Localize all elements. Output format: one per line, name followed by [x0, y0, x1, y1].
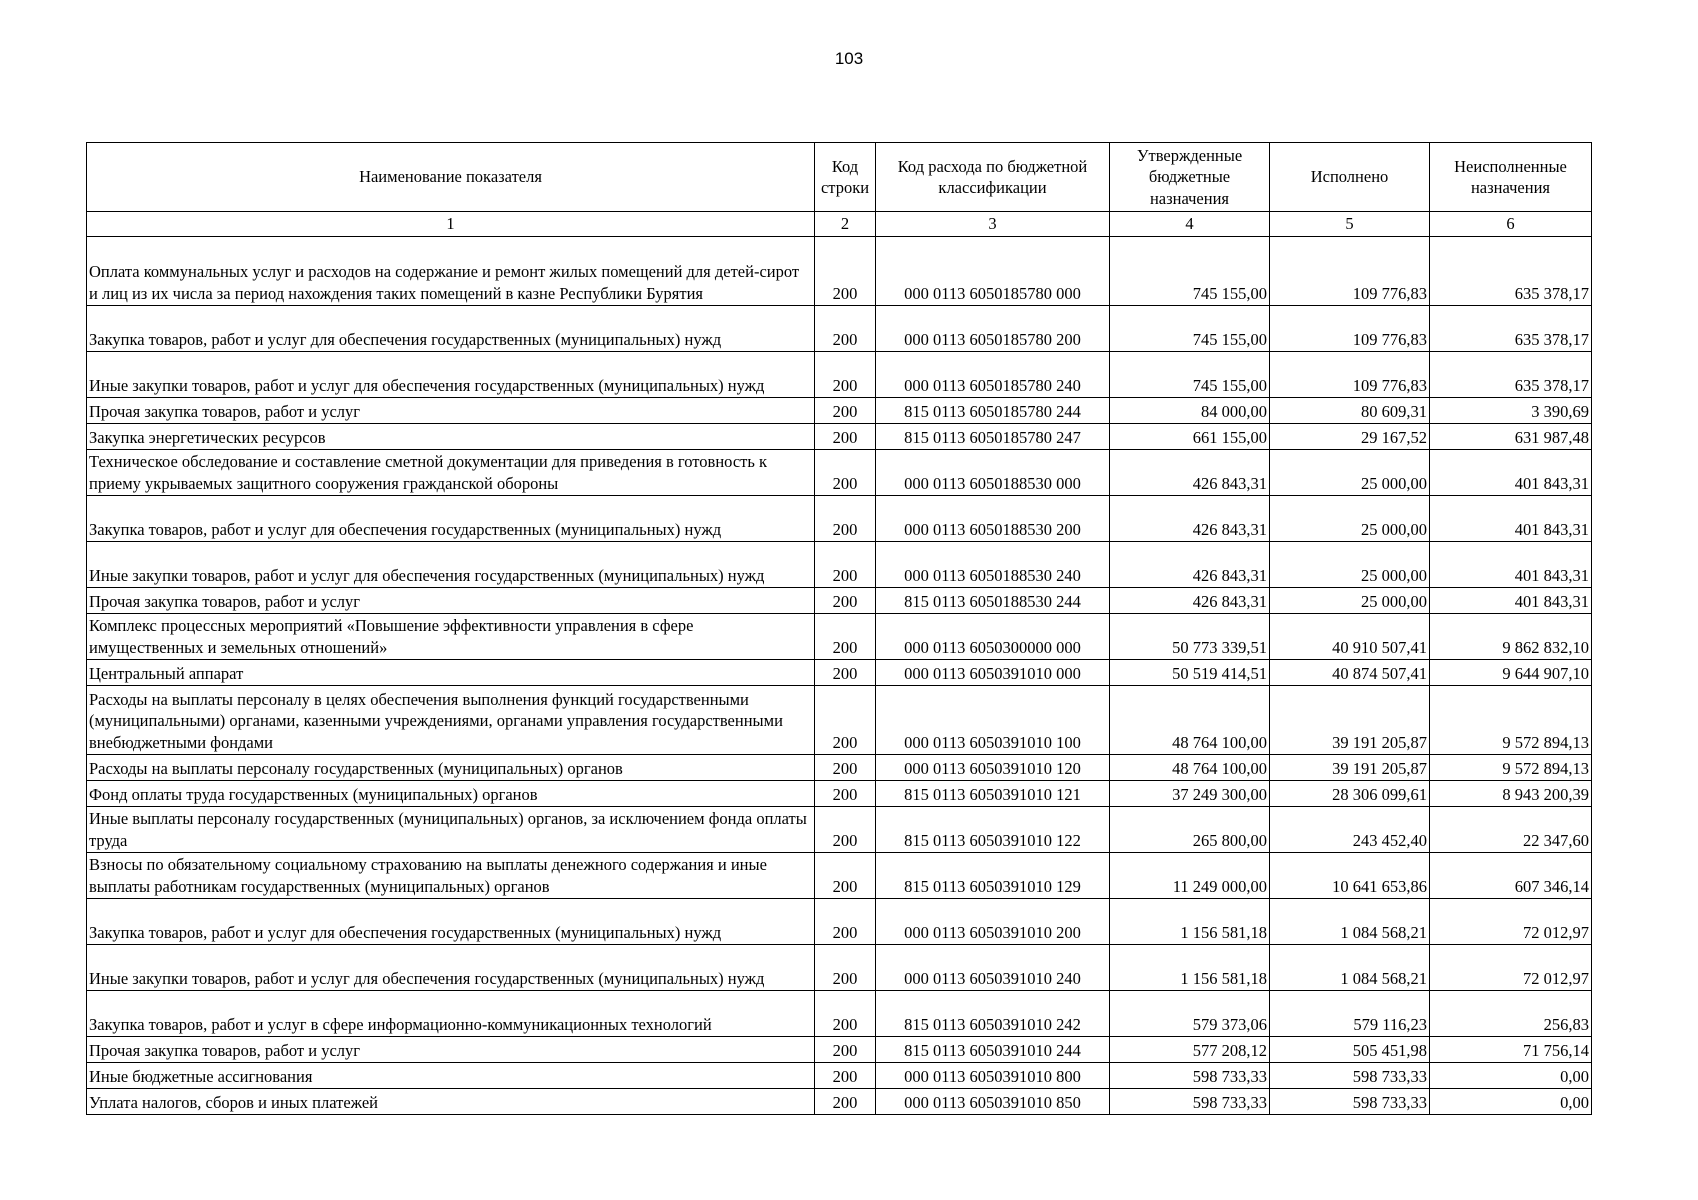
row-code-cell: 200: [815, 588, 876, 614]
row-code-cell: 200: [815, 1063, 876, 1089]
executed-amount-cell: 28 306 099,61: [1270, 781, 1430, 807]
table-row: [87, 306, 1592, 352]
row-code-cell: 200: [815, 450, 876, 496]
approved-amount-cell: 745 155,00: [1110, 237, 1270, 306]
unexecuted-amount-cell: 0,00: [1430, 1063, 1592, 1089]
budget-code-cell: 000 0113 6050188530 200: [876, 496, 1110, 542]
budget-code-cell: 815 0113 6050391010 121: [876, 781, 1110, 807]
row-name-cell: Иные бюджетные ассигнования: [87, 1063, 815, 1089]
budget-code-cell: 000 0113 6050185780 240: [876, 352, 1110, 398]
row-code-cell: 200: [815, 542, 876, 588]
budget-code-cell: 000 0113 6050391010 120: [876, 755, 1110, 781]
header-row-code: Код строки: [815, 143, 876, 212]
budget-code-cell: 000 0113 6050391010 240: [876, 945, 1110, 991]
executed-amount-cell: 505 451,98: [1270, 1037, 1430, 1063]
header-unexecuted: Неисполненные назначения: [1430, 143, 1592, 212]
executed-amount-cell: 25 000,00: [1270, 588, 1430, 614]
unexecuted-amount-cell: 72 012,97: [1430, 899, 1592, 945]
row-code-cell: 200: [815, 424, 876, 450]
executed-amount-cell: 598 733,33: [1270, 1089, 1430, 1115]
executed-amount-cell: 109 776,83: [1270, 306, 1430, 352]
unexecuted-amount-cell: 401 843,31: [1430, 588, 1592, 614]
row-code-cell: 200: [815, 660, 876, 686]
column-number: 6: [1430, 212, 1592, 237]
budget-code-cell: 000 0113 6050185780 200: [876, 306, 1110, 352]
row-name-cell: Иные выплаты персоналу государственных (муниципальных) органов, за исключением фонда оплаты труда: [87, 807, 815, 853]
table-row: [87, 899, 1592, 945]
executed-amount-cell: 243 452,40: [1270, 807, 1430, 853]
table-row: [87, 660, 1592, 686]
approved-amount-cell: 84 000,00: [1110, 398, 1270, 424]
row-code-cell: 200: [815, 945, 876, 991]
approved-amount-cell: 598 733,33: [1110, 1089, 1270, 1115]
row-code-cell: 200: [815, 1037, 876, 1063]
unexecuted-amount-cell: 72 012,97: [1430, 945, 1592, 991]
unexecuted-amount-cell: 9 572 894,13: [1430, 755, 1592, 781]
executed-amount-cell: 39 191 205,87: [1270, 755, 1430, 781]
budget-execution-table: [86, 142, 1592, 1115]
executed-amount-cell: 25 000,00: [1270, 496, 1430, 542]
row-code-cell: 200: [815, 1089, 876, 1115]
table-row: [87, 496, 1592, 542]
budget-code-cell: 815 0113 6050185780 244: [876, 398, 1110, 424]
row-code-cell: 200: [815, 496, 876, 542]
table-row: [87, 588, 1592, 614]
approved-amount-cell: 48 764 100,00: [1110, 686, 1270, 755]
column-number: 5: [1270, 212, 1430, 237]
budget-code-cell: 000 0113 6050188530 240: [876, 542, 1110, 588]
executed-amount-cell: 40 910 507,41: [1270, 614, 1430, 660]
budget-code-cell: 000 0113 6050391010 200: [876, 899, 1110, 945]
executed-amount-cell: 80 609,31: [1270, 398, 1430, 424]
executed-amount-cell: 1 084 568,21: [1270, 899, 1430, 945]
approved-amount-cell: 598 733,33: [1110, 1063, 1270, 1089]
row-name-cell: Фонд оплаты труда государственных (муниципальных) органов: [87, 781, 815, 807]
row-code-cell: 200: [815, 614, 876, 660]
row-name-cell: Комплекс процессных мероприятий «Повышение эффективности управления в сфере имущественных и земельных отношений»: [87, 614, 815, 660]
approved-amount-cell: 745 155,00: [1110, 306, 1270, 352]
approved-amount-cell: 50 773 339,51: [1110, 614, 1270, 660]
table-body: [87, 212, 1592, 1115]
column-number: 2: [815, 212, 876, 237]
executed-amount-cell: 1 084 568,21: [1270, 945, 1430, 991]
row-name-cell: Прочая закупка товаров, работ и услуг: [87, 1037, 815, 1063]
approved-amount-cell: 1 156 581,18: [1110, 945, 1270, 991]
budget-code-cell: 815 0113 6050188530 244: [876, 588, 1110, 614]
unexecuted-amount-cell: 635 378,17: [1430, 306, 1592, 352]
unexecuted-amount-cell: 635 378,17: [1430, 352, 1592, 398]
approved-amount-cell: 426 843,31: [1110, 588, 1270, 614]
approved-amount-cell: 745 155,00: [1110, 352, 1270, 398]
row-code-cell: 200: [815, 237, 876, 306]
row-name-cell: Техническое обследование и составление сметной документации для приведения в готовность к приему укрываемых защитного сооружения гражданской обороны: [87, 450, 815, 496]
unexecuted-amount-cell: 607 346,14: [1430, 853, 1592, 899]
executed-amount-cell: 109 776,83: [1270, 352, 1430, 398]
table-row: [87, 237, 1592, 306]
unexecuted-amount-cell: 71 756,14: [1430, 1037, 1592, 1063]
row-name-cell: Оплата коммунальных услуг и расходов на содержание и ремонт жилых помещений для детей-сирот и лиц из их числа за период нахождения таких помещений в казне Республики Бурятия: [87, 237, 815, 306]
unexecuted-amount-cell: 635 378,17: [1430, 237, 1592, 306]
executed-amount-cell: 39 191 205,87: [1270, 686, 1430, 755]
row-name-cell: Прочая закупка товаров, работ и услуг: [87, 588, 815, 614]
unexecuted-amount-cell: 401 843,31: [1430, 542, 1592, 588]
unexecuted-amount-cell: 401 843,31: [1430, 496, 1592, 542]
table-row: [87, 945, 1592, 991]
budget-code-cell: 815 0113 6050391010 242: [876, 991, 1110, 1037]
row-name-cell: Иные закупки товаров, работ и услуг для обеспечения государственных (муниципальных) нужд: [87, 352, 815, 398]
table-row: [87, 686, 1592, 755]
table-row: [87, 450, 1592, 496]
approved-amount-cell: 426 843,31: [1110, 542, 1270, 588]
table-row: [87, 1063, 1592, 1089]
budget-code-cell: 000 0113 6050188530 000: [876, 450, 1110, 496]
budget-code-cell: 000 0113 6050391010 000: [876, 660, 1110, 686]
table-row: [87, 424, 1592, 450]
column-number: 3: [876, 212, 1110, 237]
budget-code-cell: 815 0113 6050391010 244: [876, 1037, 1110, 1063]
unexecuted-amount-cell: 0,00: [1430, 1089, 1592, 1115]
row-name-cell: Закупка товаров, работ и услуг в сфере информационно-коммуникационных технологий: [87, 991, 815, 1037]
header-approved: Утвержденные бюджетные назначения: [1110, 143, 1270, 212]
executed-amount-cell: 109 776,83: [1270, 237, 1430, 306]
executed-amount-cell: 29 167,52: [1270, 424, 1430, 450]
row-code-cell: 200: [815, 781, 876, 807]
unexecuted-amount-cell: 9 572 894,13: [1430, 686, 1592, 755]
unexecuted-amount-cell: 3 390,69: [1430, 398, 1592, 424]
unexecuted-amount-cell: 9 644 907,10: [1430, 660, 1592, 686]
row-name-cell: Закупка товаров, работ и услуг для обеспечения государственных (муниципальных) нужд: [87, 306, 815, 352]
budget-code-cell: 815 0113 6050391010 122: [876, 807, 1110, 853]
approved-amount-cell: 48 764 100,00: [1110, 755, 1270, 781]
table-row: [87, 398, 1592, 424]
approved-amount-cell: 426 843,31: [1110, 496, 1270, 542]
budget-code-cell: 000 0113 6050185780 000: [876, 237, 1110, 306]
approved-amount-cell: 577 208,12: [1110, 1037, 1270, 1063]
row-name-cell: Расходы на выплаты персоналу в целях обеспечения выполнения функций государственными (муниципальными) органами, казенными учреждениями, органами управления государственными внебюджетными фондами: [87, 686, 815, 755]
approved-amount-cell: 50 519 414,51: [1110, 660, 1270, 686]
executed-amount-cell: 25 000,00: [1270, 450, 1430, 496]
row-code-cell: 200: [815, 686, 876, 755]
unexecuted-amount-cell: 256,83: [1430, 991, 1592, 1037]
budget-code-cell: 815 0113 6050185780 247: [876, 424, 1110, 450]
executed-amount-cell: 10 641 653,86: [1270, 853, 1430, 899]
unexecuted-amount-cell: 9 862 832,10: [1430, 614, 1592, 660]
unexecuted-amount-cell: 8 943 200,39: [1430, 781, 1592, 807]
header-budget-code: Код расхода по бюджетной классификации: [876, 143, 1110, 212]
row-code-cell: 200: [815, 853, 876, 899]
approved-amount-cell: 426 843,31: [1110, 450, 1270, 496]
table-header: [87, 143, 1592, 212]
header-name: Наименование показателя: [87, 143, 815, 212]
header-row: [87, 143, 1592, 212]
approved-amount-cell: 1 156 581,18: [1110, 899, 1270, 945]
table-row: [87, 991, 1592, 1037]
approved-amount-cell: 37 249 300,00: [1110, 781, 1270, 807]
page-number: 103: [834, 49, 864, 68]
row-code-cell: 200: [815, 398, 876, 424]
table-row: [87, 755, 1592, 781]
table-row: [87, 1037, 1592, 1063]
row-code-cell: 200: [815, 352, 876, 398]
row-name-cell: Центральный аппарат: [87, 660, 815, 686]
executed-amount-cell: 598 733,33: [1270, 1063, 1430, 1089]
budget-code-cell: 815 0113 6050391010 129: [876, 853, 1110, 899]
approved-amount-cell: 265 800,00: [1110, 807, 1270, 853]
column-number-row: [87, 212, 1592, 237]
row-code-cell: 200: [815, 807, 876, 853]
column-number: 1: [87, 212, 815, 237]
executed-amount-cell: 40 874 507,41: [1270, 660, 1430, 686]
row-name-cell: Взносы по обязательному социальному страхованию на выплаты денежного содержания и иные выплаты работникам государственных (муниципальных) органов: [87, 853, 815, 899]
budget-code-cell: 000 0113 6050391010 100: [876, 686, 1110, 755]
table-row: [87, 1089, 1592, 1115]
budget-code-cell: 000 0113 6050300000 000: [876, 614, 1110, 660]
executed-amount-cell: 25 000,00: [1270, 542, 1430, 588]
table-row: [87, 614, 1592, 660]
row-name-cell: Закупка товаров, работ и услуг для обеспечения государственных (муниципальных) нужд: [87, 496, 815, 542]
table-row: [87, 807, 1592, 853]
row-code-cell: 200: [815, 306, 876, 352]
budget-code-cell: 000 0113 6050391010 850: [876, 1089, 1110, 1115]
row-name-cell: Закупка энергетических ресурсов: [87, 424, 815, 450]
row-code-cell: 200: [815, 755, 876, 781]
row-name-cell: Расходы на выплаты персоналу государственных (муниципальных) органов: [87, 755, 815, 781]
row-name-cell: Закупка товаров, работ и услуг для обеспечения государственных (муниципальных) нужд: [87, 899, 815, 945]
approved-amount-cell: 11 249 000,00: [1110, 853, 1270, 899]
approved-amount-cell: 661 155,00: [1110, 424, 1270, 450]
unexecuted-amount-cell: 22 347,60: [1430, 807, 1592, 853]
approved-amount-cell: 579 373,06: [1110, 991, 1270, 1037]
unexecuted-amount-cell: 631 987,48: [1430, 424, 1592, 450]
row-code-cell: 200: [815, 991, 876, 1037]
header-executed: Исполнено: [1270, 143, 1430, 212]
unexecuted-amount-cell: 401 843,31: [1430, 450, 1592, 496]
table-row: [87, 542, 1592, 588]
row-code-cell: 200: [815, 899, 876, 945]
table-row: [87, 352, 1592, 398]
table-row: [87, 853, 1592, 899]
row-name-cell: Уплата налогов, сборов и иных платежей: [87, 1089, 815, 1115]
budget-code-cell: 000 0113 6050391010 800: [876, 1063, 1110, 1089]
row-name-cell: Иные закупки товаров, работ и услуг для обеспечения государственных (муниципальных) нужд: [87, 542, 815, 588]
executed-amount-cell: 579 116,23: [1270, 991, 1430, 1037]
row-name-cell: Иные закупки товаров, работ и услуг для обеспечения государственных (муниципальных) нужд: [87, 945, 815, 991]
column-number: 4: [1110, 212, 1270, 237]
table-row: [87, 781, 1592, 807]
row-name-cell: Прочая закупка товаров, работ и услуг: [87, 398, 815, 424]
